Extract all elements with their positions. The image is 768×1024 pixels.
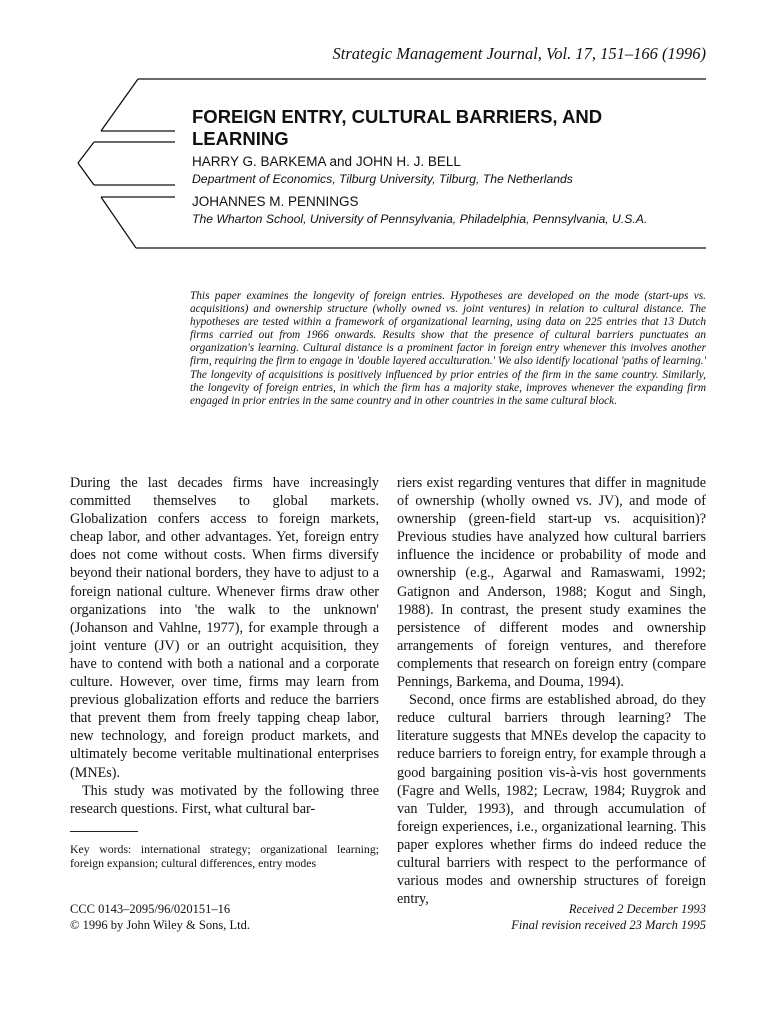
revision-date: Final revision received 23 March 1995 xyxy=(511,917,706,932)
title-line-1: FOREIGN ENTRY, CULTURAL BARRIERS, AND xyxy=(192,106,603,127)
abstract: This paper examines the longevity of foreign entries. Hypotheses are developed on the mode (start-ups vs. acquisitions) and ownership structure (wholly owned vs. joint ventures) in relation to cultural distance. The hypotheses are tested within a framework of organizational learning, using data on 225 entries that 13 Dutch firms carried out from 1966 onwards. Results show that the presence of cultural barriers punctuates an organization's learning. Cultural distance is a prominent factor in foreign entry whenever this involves another firm, requiring the firm to engage in 'double layered acculturation.' We also identify locational 'paths of learning.' The longevity of acquisitions is positively influenced by prior entries of the firm in the same country. Similarly, the longevity of foreign entries, in which the firm has a majority stake, improves whenever the expanding firm engaged in prior entries in the same country and in other countries in the same cultural block. xyxy=(190,290,706,407)
copyright: © 1996 by John Wiley & Sons, Ltd. xyxy=(70,917,250,932)
body-paragraph: During the last decades firms have increasingly committed themselves to global markets. Globalization confers access to foreign markets, cheap labor, and other advantages. Yet, foreign entry does not come without costs. When firms diversify beyond their national borders, they have to adjust to a foreign national culture. Whenever firms draw other organizations into 'the walk to the unknown' (Johanson and Vahlne, 1977), for example through a joint venture (JV) or an outright acquisition, they have to contend with both a national and a corporate culture. However, over time, firms may learn from previous globalization efforts and reduce the barriers that prevent them from freely tapping cheap labor, new technology, and foreign product markets, and ultimately become veritable multinational enterprises (MNEs). xyxy=(70,475,379,781)
received-date: Received 2 December 1993 xyxy=(568,902,706,916)
ccc-code: CCC 0143–2095/96/020151–16 xyxy=(70,902,231,916)
affiliation-2: The Wharton School, University of Pennsylvania, Philadelphia, Pennsylvania, U.S.A. xyxy=(192,212,648,226)
body-column-right xyxy=(397,474,706,908)
body-paragraph: riers exist regarding ventures that differ in magnitude of ownership (wholly owned vs. JV), and mode of ownership (green-field start-up vs. acquisition)? Previous studies have analyzed how cultural barriers influence the incidence or probability of mode and ownership (e.g., Agarwal and Ramaswami, 1992; Gatignon and Anderson, 1988; Kogut and Singh, 1988). In contrast, the present study examines the persistence of different modes and ownership arrangements of foreign ventures, and therefore complements that research on foreign entry (compare Pennings, Barkema, and Douma, 1994). xyxy=(397,475,706,691)
authors-2: JOHANNES M. PENNINGS xyxy=(192,194,359,209)
body-paragraph: This study was motivated by the following three research questions. First, what cultural bar- xyxy=(70,782,379,817)
title-line-2: LEARNING xyxy=(192,128,289,149)
article-title xyxy=(192,106,712,150)
affiliation-1: Department of Economics, Tilburg University, Tilburg, The Netherlands xyxy=(192,172,573,186)
journal-header: Strategic Management Journal, Vol. 17, 151–166 (1996) xyxy=(332,44,706,63)
footnote-divider xyxy=(70,831,138,832)
body-column-left xyxy=(70,474,379,818)
authors-1: HARRY G. BARKEMA and JOHN H. J. BELL xyxy=(192,154,461,169)
footer-right xyxy=(511,902,706,933)
body-paragraph: Second, once firms are established abroad, do they reduce cultural barriers through learning? The literature suggests that MNEs develop the capacity to reduce barriers to foreign entry, for example through a good bargaining position vis-à-vis host governments (Fagre and Wells, 1982; Lecraw, 1984; Ruygrok and van Tulder, 1993), and through accumulation of foreign experiences, i.e., organizational learning. This paper explores whether firms do indeed reduce the cultural barriers with respect to the performance of various modes and ownership structures of foreign entry, xyxy=(397,692,706,908)
footer-left xyxy=(70,902,250,933)
keywords-footnote: Key words: international strategy; organizational learning; foreign expansion; cultural differences, entry modes xyxy=(70,842,379,870)
